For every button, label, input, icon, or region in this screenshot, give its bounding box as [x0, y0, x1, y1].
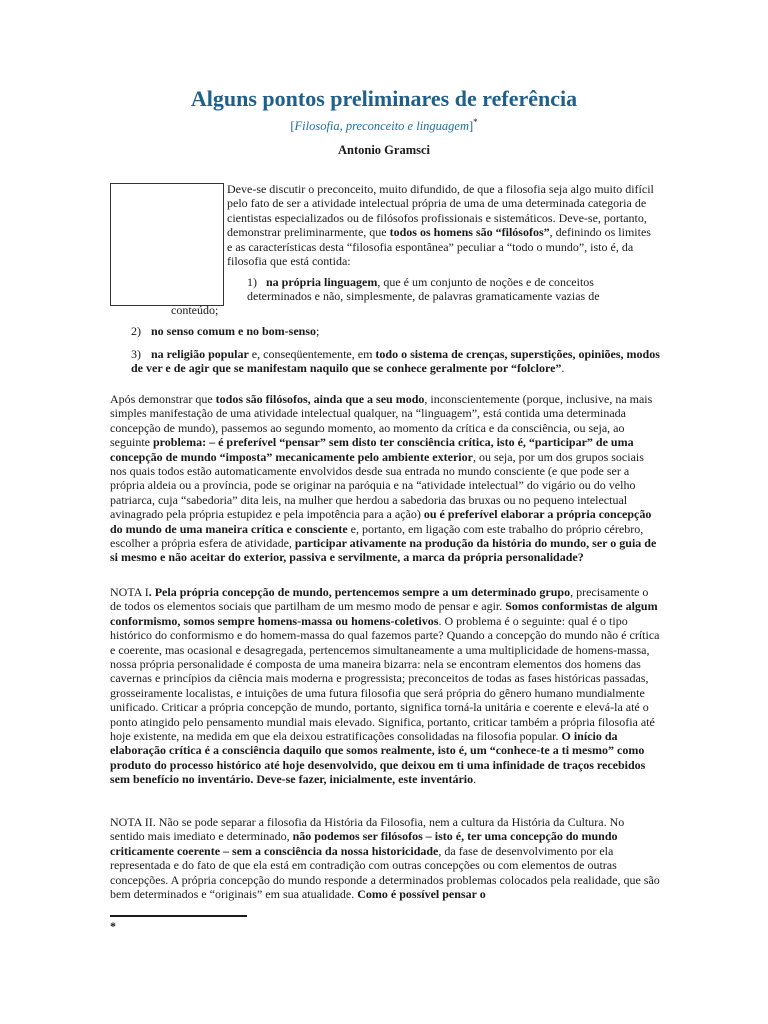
- nota-2-text-1: . Não se pode separar a filosofia da História da Filosofia, nem a cultura da História da Cultura. No sentido mais imediato e determinado,: [110, 815, 625, 844]
- list-item-2-bold: no senso comum e no bom-senso: [151, 324, 317, 338]
- subtitle-text: Filosofia, preconceito e linguagem: [294, 119, 469, 134]
- list-item-3-bold-1: na religião popular: [151, 347, 249, 361]
- list-item-1: [247, 275, 660, 304]
- intro-bold-1: todos os homens são “filósofos”: [389, 225, 550, 240]
- subtitle-bracket-open: [: [290, 119, 295, 134]
- list-item-3-text-1: e, conseqüentemente, em: [248, 347, 376, 361]
- page-title: Alguns pontos preliminares de referência: [190, 86, 578, 111]
- main-text-1: Após demonstrar que: [110, 392, 216, 406]
- nota-1-text-3: .: [473, 772, 477, 787]
- footnote-mark: *: [110, 919, 116, 933]
- list-item-1-tail: conteúdo;: [171, 303, 219, 317]
- main-bold-2: problema: – é preferível “pensar” sem disto ter consciência crítica, isto é, “participar” de uma concepção de mundo “imposta” mecanicamente pelo ambiente exterior: [110, 435, 634, 464]
- footnote-reference[interactable]: *: [473, 117, 478, 127]
- subtitle: [0, 117, 768, 134]
- nota-2-label: NOTA II: [110, 815, 153, 829]
- list-item-1-text: , que é um conjunto de noções e de conceitos determinados e não, simplesmente, de palavras gramaticamente vazias de: [247, 275, 600, 304]
- intro-text-2: , definindo os limites e as características desta “filosofia espontânea” peculiar a “todo o mundo”, isto é, da filosofia que está contida:: [227, 225, 651, 269]
- nota-1-bold-1: . Pela própria concepção de mundo, pertencemos sempre a um determinado grupo: [148, 585, 571, 599]
- author-name: Antonio Gramsci: [337, 143, 430, 157]
- intro-paragraph: [227, 182, 658, 268]
- list-number-3: 3): [131, 347, 141, 361]
- nota-1-bold-2: Somos conformistas de algum conformismo, somos sempre homens-massa ou homens-coletivos: [110, 599, 658, 628]
- main-text-3: , ou seja, por um dos grupos sociais nos quais todos estão automaticamente envolvidos desde sua entrada no mundo consciente (e que pode ser a própria aldeia ou a província, pode se originar na paróquia e na “atividade intelectual” do vigário ou do velho patriarca, cuja “sabedoria” dita leis, na mulher que herdou a sabedoria das bruxas ou no pequeno intelectual avinagrado pela própria estupidez e pela impotência para a ação): [110, 449, 644, 522]
- main-paragraph: [110, 392, 660, 565]
- list-item-3-text-2: .: [561, 361, 565, 376]
- image-placeholder: [110, 183, 224, 306]
- list-number-1: 1): [247, 275, 257, 289]
- list-item-1-bold: na própria linguagem: [266, 275, 378, 289]
- nota-1-bold-3: O início da elaboração crítica é a consciência daquilo que somos realmente, isto é, um “conhece-te a ti mesmo” como produto do processo histórico até hoje desenvolvido, que deixou em ti uma infinidade de traços recebidos sem benefício no inventário. Deve-se fazer, inicialmente, este inventário: [110, 729, 646, 787]
- nota-1-text-2: . O problema é o seguinte: qual é o tipo histórico do conformismo e do homem-massa do qual fazemos parte? Quando a concepção do mundo não é crítica e coerente, mas ocasional e desagregada, pertencemos simultaneamente a uma multiplicidade de homens-massa, nossa própria personalidade é composta de uma maneira bizarra: nela se encontram elementos dos homens das cavernas e princípios da ciência mais moderna e progressista; preconceitos de todas as fases históricas passadas, grosseiramente localistas, e intuições de uma futura filosofia que será própria do gênero humano mundialmente unificado. Criticar a própria concepção de mundo, portanto, significa torná-la unitária e coerente e elevá-la até o ponto atingido pelo pensamento mundial mais elevado. Significa, portanto, criticar também a própria filosofia até hoje existente, na medida em que ela deixou estratificações consolidadas na filosofia popular.: [110, 613, 660, 744]
- nota-1-paragraph: [110, 585, 660, 787]
- list-item-3: [131, 347, 661, 376]
- footnote-separator: [110, 915, 247, 917]
- nota-2-text-2: , da fase de desenvolvimento por ela representada e do fato de que ela está em contradição com outras concepções ou com elementos de outras concepções. A própria concepção do mundo responde a determinados problemas colocados pela realidade, que são bem determinados e “originais” em sua atualidade.: [110, 843, 660, 902]
- main-bold-3: ou é preferível elaborar a própria concepção do mundo de uma maneira crítica e consciente: [110, 507, 652, 536]
- intro-text-1: Deve-se discutir o preconceito, muito difundido, de que a filosofia seja algo muito difícil pelo fato de ser a atividade intelectual própria de uma de uma determinada categoria de cientistas especializados ou de filósofos profissionais e sistemáticos. Deve-se, portanto, demonstrar preliminarmente, que: [227, 182, 654, 240]
- main-text-4: e, portanto, em ligação com este trabalho do próprio cérebro, escolher a própria esfera de atividade,: [110, 521, 644, 551]
- list-number-2: 2): [131, 324, 141, 338]
- main-bold-1: todos são filósofos, ainda que a seu modo: [215, 392, 425, 406]
- main-text-2: , inconscientemente (porque, inclusive, na mais simples manifestação de uma atividade intelectual qualquer, na “linguagem”, está contida uma determinada concepção de mundo), passemos ao segundo momento, ao momento da crítica e da consciência, ou seja, ao seguinte: [110, 392, 653, 450]
- nota-1-text-1: , precisamente o de todos os elementos sociais que partilham de um mesmo modo de pensar e agir.: [110, 585, 649, 614]
- nota-2-bold-2: Como é possível pensar o: [357, 887, 486, 902]
- subtitle-bracket-close: ]: [469, 119, 474, 134]
- nota-1-label: NOTA I: [110, 585, 149, 599]
- list-item-3-bold-2: todo o sistema de crenças, superstições, opiniões, modos de ver e de agir que se manifestam naquilo que se conhece geralmente por “folclore”: [131, 347, 660, 376]
- nota-2-bold-1: não podemos ser filósofos – isto é, ter uma concepção do mundo criticamente coerente – sem a consciência da nossa historicidade: [110, 829, 618, 858]
- list-item-2: [131, 324, 661, 338]
- main-bold-4: participar ativamente na produção da história do mundo, ser o guia de si mesmo e não aceitar do exterior, passiva e servilmente, a marca da própria personalidade?: [110, 536, 657, 565]
- nota-2-paragraph: [110, 815, 660, 901]
- list-item-2-text: ;: [316, 324, 320, 338]
